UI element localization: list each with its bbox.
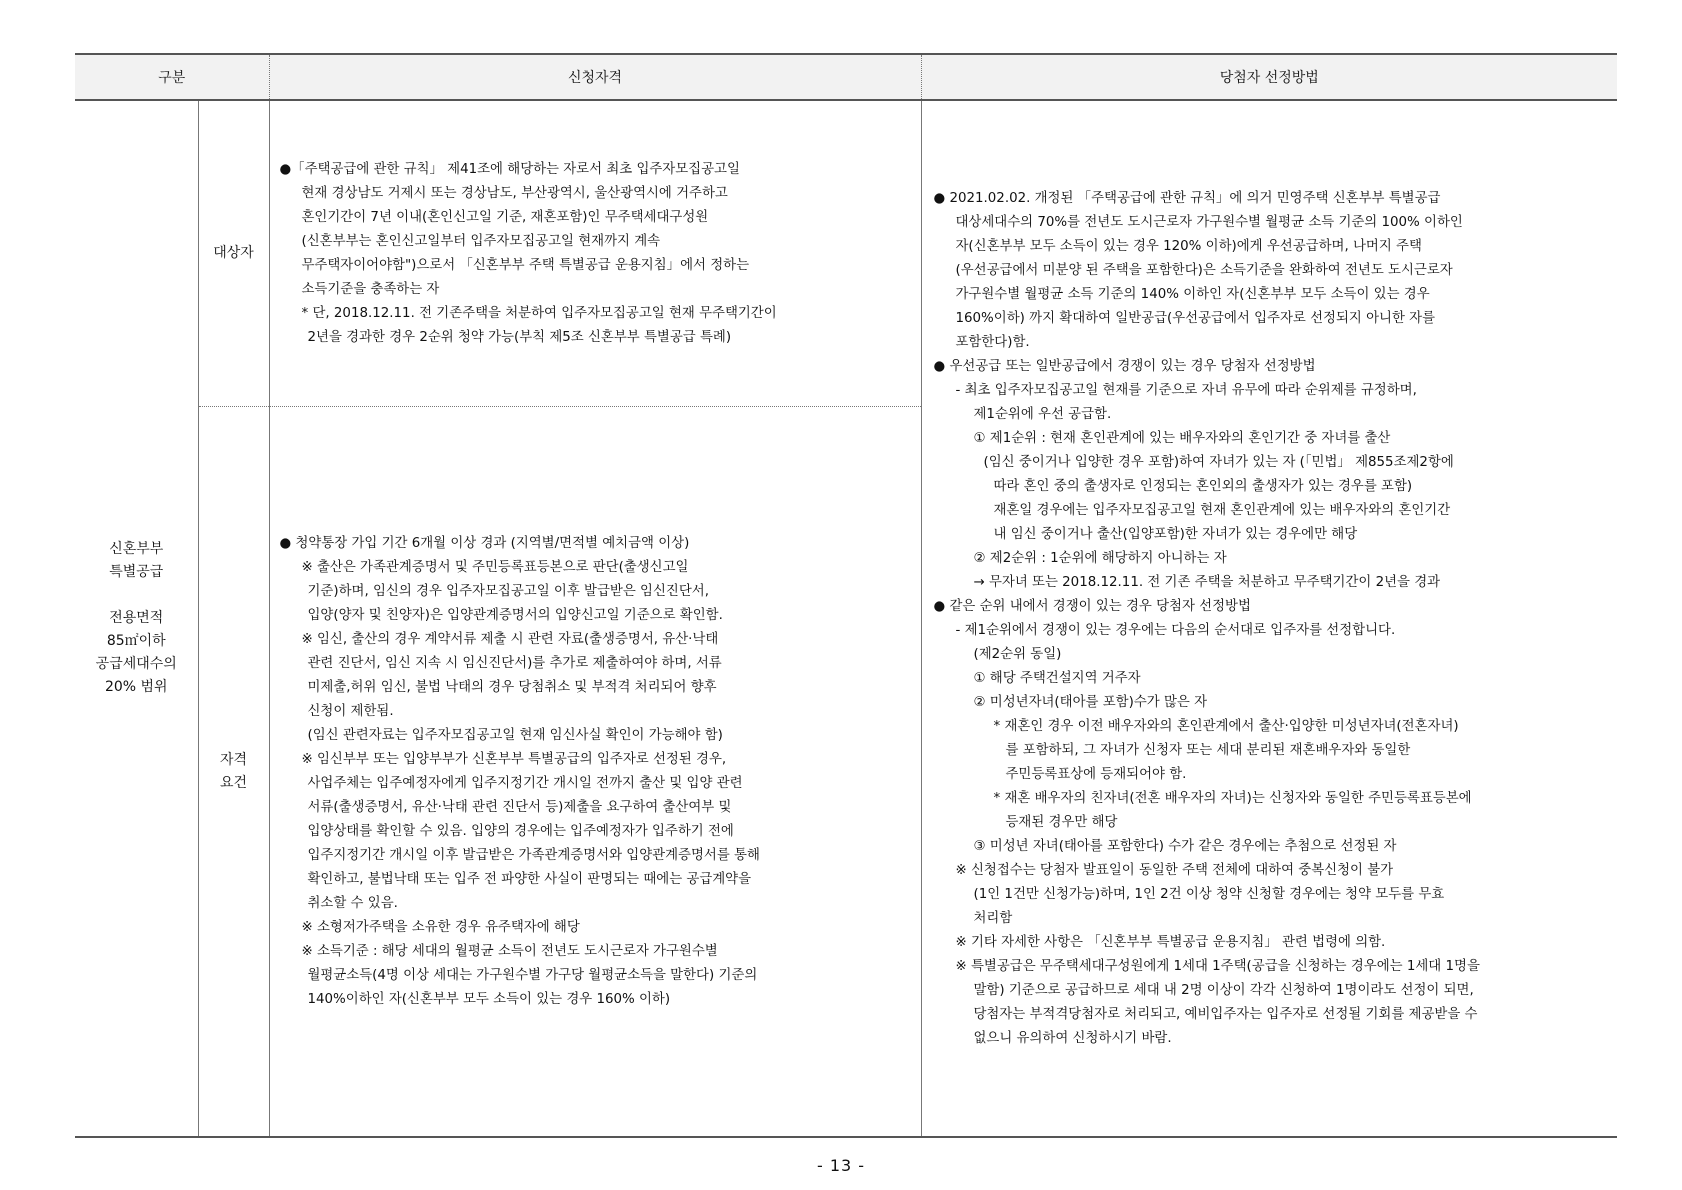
qual-line: 월평균소득(4명 이상 세대는 가구원수별 가구당 월평균소득을 말한다) 기준의	[307, 967, 758, 983]
method-line: ③ 미성년 자녀(태아를 포함한다) 수가 같은 경우에는 추첨으로 선정된 자	[973, 838, 1397, 854]
method-line: ※ 신청접수는 당첨자 발표일이 동일한 주택 전체에 대하여 중복신청이 불가	[955, 862, 1394, 878]
target-line: (신혼부부는 혼인신고일부터 입주자모집공고일 현재까지 계속	[301, 233, 661, 249]
qual-line: 관련 진단서, 임신 지속 시 임신진단서)를 추가로 제출하여야 하며, 서류	[307, 655, 722, 671]
target-cell	[269, 100, 921, 407]
subcategory-qualification	[198, 407, 269, 1138]
cat-line	[75, 584, 198, 607]
method-line: 처리함	[973, 910, 1013, 926]
target-line: 현재 경상남도 거제시 또는 경상남도, 부산광역시, 울산광역시에 거주하고	[301, 185, 728, 201]
method-line: 160%이하) 까지 확대하여 일반공급(우선공급에서 입주자로 선정되지 아니한 자를	[955, 310, 1436, 326]
method-line: ① 제1순위 : 현재 혼인관계에 있는 배우자와의 혼인기간 중 자녀를 출산	[973, 430, 1391, 446]
method-line: 를 포함하되, 그 자녀가 신청자 또는 세대 분리된 재혼배우자와 동일한	[1005, 742, 1411, 758]
qualification-label	[199, 749, 269, 795]
method-line: (임신 중이거나 입양한 경우 포함)하여 자녀가 있는 자 (「민법」 제855조제2항에	[983, 454, 1454, 470]
qual-line: 입양(양자 및 친양자)은 입양관계증명서의 입양신고일 기준으로 확인함.	[307, 607, 723, 623]
target-line: ●「주택공급에 관한 규칙」 제41조에 해당하는 자로서 최초 입주자모집공고일	[279, 161, 740, 177]
qual-line: ※ 임신부부 또는 입양부부가 신혼부부 특별공급의 입주자로 선정된 경우,	[301, 751, 727, 767]
method-line: 재혼일 경우에는 입주자모집공고일 현재 혼인관계에 있는 배우자와의 혼인기간	[993, 502, 1451, 518]
qual-line: 확인하고, 불법낙태 또는 입주 전 파양한 사실이 판명되는 때에는 공급계약을	[307, 871, 752, 887]
method-line: (1인 1건만 신청가능)하며, 1인 2건 이상 청약 신청할 경우에는 청약 모두를 무효	[973, 886, 1445, 902]
qual-line: ※ 소득기준 : 해당 세대의 월평균 소득이 전년도 도시근로자 가구원수별	[301, 943, 718, 959]
selection-method-text	[922, 187, 1618, 1051]
method-line: 포함한다)함.	[955, 334, 1030, 350]
method-line: 당첨자는 부적격당첨자로 처리되고, 예비입주자는 입주자로 선정될 기회를 제공받을 수	[973, 1006, 1478, 1022]
qual-line: 사업주체는 입주예정자에게 입주지정기간 개시일 전까지 출산 및 입양 관련	[307, 775, 743, 791]
target-line: 혼인기간이 7년 이내(혼인신고일 기준, 재혼포함)인 무주택세대구성원	[301, 209, 709, 225]
table-row-target	[75, 100, 1617, 407]
method-line: ② 제2순위 : 1순위에 해당하지 아니하는 자	[973, 550, 1227, 566]
category-cell	[75, 100, 198, 1137]
method-line: 없으니 유의하여 신청하시기 바람.	[973, 1030, 1172, 1046]
table-header-row	[75, 54, 1617, 100]
target-line: 무주택자이어야함")으로서 「신혼부부 주택 특별공급 운용지침」에서 정하는	[301, 257, 750, 273]
method-line: * 재혼 배우자의 친자녀(전혼 배우자의 자녀)는 신청자와 동일한 주민등록표등본에	[993, 790, 1472, 806]
cat-line: 20% 범위	[104, 679, 168, 695]
cat-line: 신혼부부	[109, 541, 164, 557]
method-line: ※ 기타 자세한 사항은 「신혼부부 특별공급 운용지침」 관련 법령에 의함.	[955, 934, 1386, 950]
method-line: 말함) 기준으로 공급하므로 세대 내 2명 이상이 각각 신청하여 1명이라도 선정이 되면,	[973, 982, 1474, 998]
target-line: 2년을 경과한 경우 2순위 청약 가능(부칙 제5조 신혼부부 특별공급 특례)	[307, 329, 732, 345]
qual-line: 신청이 제한됨.	[307, 703, 394, 719]
qual-sub-line: 자격	[219, 751, 248, 768]
method-line: 대상세대수의 70%를 전년도 도시근로자 가구원수별 월평균 소득 기준의 100% 이하인	[955, 214, 1463, 230]
qualification-text	[270, 532, 921, 1012]
method-line: 주민등록표상에 등재되어야 함.	[1005, 766, 1187, 782]
method-line: - 제1순위에서 경쟁이 있는 경우에는 다음의 순서대로 입주자를 선정합니다.	[955, 622, 1396, 638]
target-text	[270, 158, 921, 350]
method-line: ※ 특별공급은 무주택세대구성원에게 1세대 1주택(공급을 신청하는 경우에는 1세대 1명을	[955, 958, 1480, 974]
method-line: → 무자녀 또는 2018.12.11. 전 기존 주택을 처분하고 무주택기간이 2년을 경과	[973, 574, 1441, 590]
method-line: (제2순위 동일)	[973, 646, 1062, 662]
method-line: ① 해당 주택건설지역 거주자	[973, 670, 1141, 686]
qual-sub-line: 요건	[219, 774, 248, 791]
method-line: 제1순위에 우선 공급함.	[973, 406, 1112, 422]
qual-line: (임신 관련자료는 입주자모집공고일 현재 임신사실 확인이 가능해야 함)	[307, 727, 723, 743]
qualification-cell	[269, 407, 921, 1138]
qual-line: ※ 소형저가주택을 소유한 경우 유주택자에 해당	[301, 919, 580, 935]
cat-line: 특별공급	[109, 564, 164, 580]
eligibility-table	[75, 53, 1617, 1138]
method-line: ● 같은 순위 내에서 경쟁이 있는 경우 당첨자 선정방법	[933, 598, 1251, 614]
qual-line: 140%이하인 자(신혼부부 모두 소득이 있는 경우 160% 이하)	[307, 991, 671, 1007]
method-line: 등재된 경우만 해당	[1005, 814, 1118, 830]
method-line: (우선공급에서 미분양 된 주택을 포함한다)은 소득기준을 완화하여 전년도 도시근로자	[955, 262, 1453, 278]
method-line: 자(신혼부부 모두 소득이 있는 경우 120% 이하)에게 우선공급하며, 나머지 주택	[955, 238, 1422, 254]
qual-line: 취소할 수 있음.	[307, 895, 398, 911]
qual-line: 서류(출생증명서, 유산·낙태 관련 진단서 등)제출을 요구하여 출산여부 및	[307, 799, 732, 815]
method-line: 가구원수별 월평균 소득 기준의 140% 이하인 자(신혼부부 모두 소득이 있는 경우	[955, 286, 1430, 302]
method-line: * 재혼인 경우 이전 배우자와의 혼인관계에서 출산·입양한 미성년자녀(전혼자녀)	[993, 718, 1459, 734]
qual-line: ※ 임신, 출산의 경우 계약서류 제출 시 관련 자료(출생증명서, 유산·낙태	[301, 631, 719, 647]
method-line: 내 임신 중이거나 출산(입양포함)한 자녀가 있는 경우에만 해당	[993, 526, 1358, 542]
method-line: ② 미성년자녀(태아를 포함)수가 많은 자	[973, 694, 1208, 710]
qual-line: ● 청약통장 가입 기간 6개월 이상 경과 (지역별/면적별 예치금액 이상)	[279, 535, 690, 551]
qual-line: 기준)하며, 임신의 경우 입주자모집공고일 이후 발급받은 임신진단서,	[307, 583, 709, 599]
cat-line: 전용면적	[109, 610, 164, 626]
page-number: - 13 -	[816, 1156, 866, 1175]
method-line: ● 우선공급 또는 일반공급에서 경쟁이 있는 경우 당첨자 선정방법	[933, 358, 1316, 374]
selection-method-cell	[921, 100, 1617, 1137]
method-line: 따라 혼인 중의 출생자로 인정되는 혼인외의 출생자가 있는 경우를 포함)	[993, 478, 1413, 494]
category-label	[75, 538, 198, 699]
qual-line: 미제출,허위 임신, 불법 낙태의 경우 당첨취소 및 부적격 처리되어 향후	[307, 679, 717, 695]
method-line: ● 2021.02.02. 개정된 「주택공급에 관한 규칙」에 의거 민영주택 신혼부부 특별공급	[933, 190, 1441, 206]
header-selection-method: 당첨자 선정방법	[921, 54, 1617, 100]
qual-line: ※ 출산은 가족관계증명서 및 주민등록표등본으로 판단(출생신고일	[301, 559, 689, 575]
cat-line: 85㎡이하	[106, 633, 166, 649]
target-line: 소득기준을 충족하는 자	[301, 281, 440, 297]
qual-line: 입주지정기간 개시일 이후 발급받은 가족관계증명서와 입양관계증명서를 통해	[307, 847, 760, 863]
header-eligibility: 신청자격	[269, 54, 921, 100]
header-category: 구분	[75, 54, 269, 100]
cat-line: 공급세대수의	[95, 656, 177, 672]
subcategory-target: 대상자	[198, 100, 269, 407]
qual-line: 입양상태를 확인할 수 있음. 입양의 경우에는 입주예정자가 입주하기 전에	[307, 823, 734, 839]
target-line: * 단, 2018.12.11. 전 기존주택을 처분하여 입주자모집공고일 현재 무주택기간이	[301, 305, 777, 321]
method-line: - 최초 입주자모집공고일 현재를 기준으로 자녀 유무에 따라 순위제를 규정하며,	[955, 382, 1417, 398]
